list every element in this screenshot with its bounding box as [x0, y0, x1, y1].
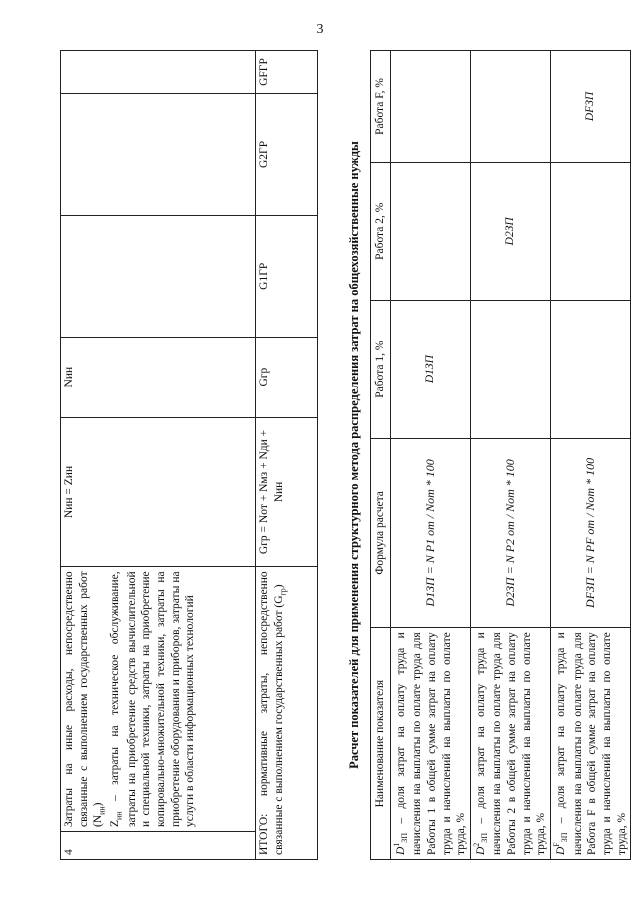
- table-row: [256, 51, 318, 860]
- cell-workf: [470, 51, 550, 163]
- rotated-content: [25, 30, 628, 880]
- table-row: [61, 51, 256, 860]
- table-row: [390, 51, 470, 860]
- cost-table: [60, 50, 318, 860]
- total-value: Gгр: [256, 337, 318, 417]
- header-cell: Работа 1, %: [371, 300, 391, 438]
- section-title: Расчет показателей для применения структурного метода распределения затрат на общехозяйственные нужды: [347, 141, 361, 769]
- header-row: [371, 51, 391, 860]
- cell-work2: [551, 162, 631, 300]
- indicator-name: $D^2_{ЗП}$ – доля затрат на оплату труда и начисления на выплаты по оплате труда для Работы 2 в общей сумме затрат на оплату труда и начислений на выплаты по оплате труда, %: [470, 628, 550, 860]
- indicator-formula: DFЗП = N РF от / Nот * 100: [551, 438, 631, 628]
- header-cell: Наименование показателя: [371, 628, 391, 860]
- row-description: Затраты на иные расходы, непосредственно связанные с выполнением государственных работ $(N_{ин})$ $Z_{ин}$ – затраты на техническое обслуживание, затраты на приобретение средств вычислительной и специальной техники, затраты на приобретение копировально-множительной техники, затраты на приобретение оборудования и приборов, затраты на услуги в области информационных технологий: [61, 567, 256, 832]
- row-formula: Nин = Zин: [61, 417, 256, 567]
- cell-workf: DFЗП: [551, 51, 631, 163]
- cell-g2: [61, 94, 256, 216]
- cell-workf: [390, 51, 470, 163]
- total-g1: G1ГР: [256, 215, 318, 337]
- indicator-name: $D^1_{ЗП}$ – доля затрат на оплату труда и начисления на выплаты по оплате труда для Работы 1 в общей сумме затрат на оплату труда и начислений на выплаты по оплате труда, %: [390, 628, 470, 860]
- indicator-name: $D^F_{ЗП}$ – доля затрат на оплату труда и начисления на выплаты по оплате труда для Работа F в общей сумме затрат на оплату труда и начислений на выплаты по оплате труда, %: [551, 628, 631, 860]
- page-number: 3: [316, 22, 324, 37]
- indicator-table: [370, 50, 631, 860]
- cell-gf: [61, 51, 256, 94]
- cell-g1: [61, 215, 256, 337]
- cell-work2: [390, 162, 470, 300]
- total-formula: Gгр = Nот + Nмз + Nди + Nин: [256, 417, 318, 567]
- table-row: [551, 51, 631, 860]
- table-row: [470, 51, 550, 860]
- indicator-formula: D2ЗП = N Р2 от / Nот * 100: [470, 438, 550, 628]
- header-cell: Формула расчета: [371, 438, 391, 628]
- row-value: Nин: [61, 337, 256, 417]
- row-number: 4: [61, 832, 256, 860]
- cell-work1: [470, 300, 550, 438]
- cell-work1: [551, 300, 631, 438]
- header-cell: Работа 2, %: [371, 162, 391, 300]
- cell-work2: D2ЗП: [470, 162, 550, 300]
- indicator-formula: D1ЗП = N Р1 от / Nот * 100: [390, 438, 470, 628]
- total-label: ИТОГО: нормативные затраты, непосредственно связанные с выполнением государственных работ $(G_{гр})$: [256, 567, 318, 860]
- header-cell: Работа F, %: [371, 51, 391, 163]
- cell-work1: D1ЗП: [390, 300, 470, 438]
- total-g2: G2ГР: [256, 94, 318, 216]
- total-gf: GFГР: [256, 51, 318, 94]
